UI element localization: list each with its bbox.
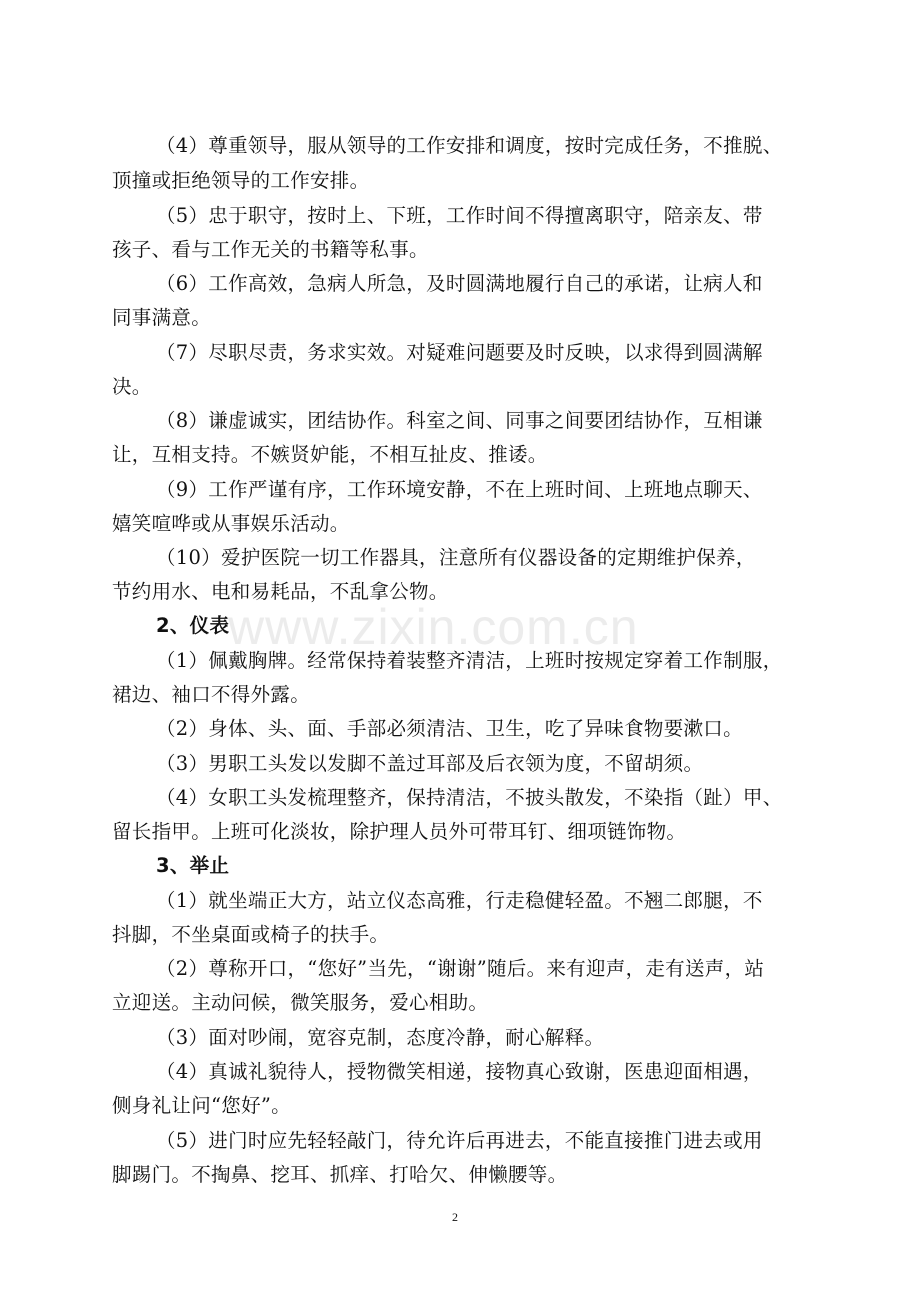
paragraph-line: （4）女职工头发梳理整齐，保持清洁，不披头散发，不染指（趾）甲、 <box>156 786 783 809</box>
paragraph-line: （7）尽职尽责，务求实效。对疑难问题要及时反映，以求得到圆满解 <box>156 341 763 364</box>
paragraph-line: （5）进门时应先轻轻敲门，待允许后再进去，不能直接推门进去或用 <box>156 1129 763 1152</box>
paragraph-line: （1）佩戴胸牌。经常保持着装整齐清洁，上班时按规定穿着工作制服， <box>156 649 783 672</box>
paragraph-line: （3）面对吵闹，宽容克制，态度冷静，耐心解释。 <box>156 1026 605 1049</box>
paragraph-line: （2）尊称开口，“您好”当先，“谢谢”随后。来有迎声，走有送声，站 <box>156 957 765 980</box>
paragraph-line: 抖脚，不坐桌面或椅子的扶手。 <box>112 923 390 946</box>
paragraph-line: （10）爱护医院一切工作器具，注意所有仪器设备的定期维护保养， <box>156 546 756 569</box>
watermark: www.zixin.com.cn <box>228 599 639 655</box>
paragraph-line: 立迎送。主动问候，微笑服务，爱心相助。 <box>112 991 489 1014</box>
section-heading: 3、举止 <box>156 854 230 877</box>
paragraph-line: 决。 <box>112 375 152 398</box>
paragraph-line: （2）身体、头、面、手部必须清洁、卫生，吃了异味食物要漱口。 <box>156 717 743 740</box>
paragraph-line: （1）就坐端正大方，站立仪态高雅，行走稳健轻盈。不翘二郎腿，不 <box>156 889 763 912</box>
section-heading: 2、仪表 <box>156 614 230 637</box>
paragraph-line: （9）工作严谨有序，工作环境安静，不在上班时间、上班地点聊天、 <box>156 478 763 501</box>
paragraph-line: （4）尊重领导，服从领导的工作安排和调度，按时完成任务，不推脱、 <box>156 134 783 157</box>
paragraph-line: 留长指甲。上班可化淡妆，除护理人员外可带耳钉、细项链饰物。 <box>112 820 687 843</box>
paragraph-line: 同事满意。 <box>112 306 212 329</box>
paragraph-line: 节约用水、电和易耗品，不乱拿公物。 <box>112 580 449 603</box>
paragraph-line: 脚踢门。不掏鼻、挖耳、抓痒、打哈欠、伸懒腰等。 <box>112 1163 568 1186</box>
paragraph-line: （4）真诚礼貌待人，授物微笑相递，接物真心致谢，医患迎面相遇， <box>156 1060 763 1083</box>
paragraph-line: 侧身礼让问“您好”。 <box>112 1094 291 1117</box>
paragraph-line: 孩子、看与工作无关的书籍等私事。 <box>112 238 429 261</box>
paragraph-line: 嬉笑喧哗或从事娱乐活动。 <box>112 512 350 535</box>
paragraph-line: 让，互相支持。不嫉贤妒能，不相互扯皮、推诿。 <box>112 443 548 466</box>
page-number: 2 <box>452 1210 458 1224</box>
paragraph-line: （8）谦虚诚实，团结协作。科室之间、同事之间要团结协作，互相谦 <box>156 409 763 432</box>
paragraph-line: 顶撞或拒绝领导的工作安排。 <box>112 169 370 192</box>
paragraph-line: （5）忠于职守，按时上、下班，工作时间不得擅离职守，陪亲友、带 <box>156 204 763 227</box>
paragraph-line: （6）工作高效，急病人所急，及时圆满地履行自己的承诺，让病人和 <box>156 272 763 295</box>
paragraph-line: 裙边、袖口不得外露。 <box>112 683 311 706</box>
paragraph-line: （3）男职工头发以发脚不盖过耳部及后衣领为度，不留胡须。 <box>156 752 704 775</box>
